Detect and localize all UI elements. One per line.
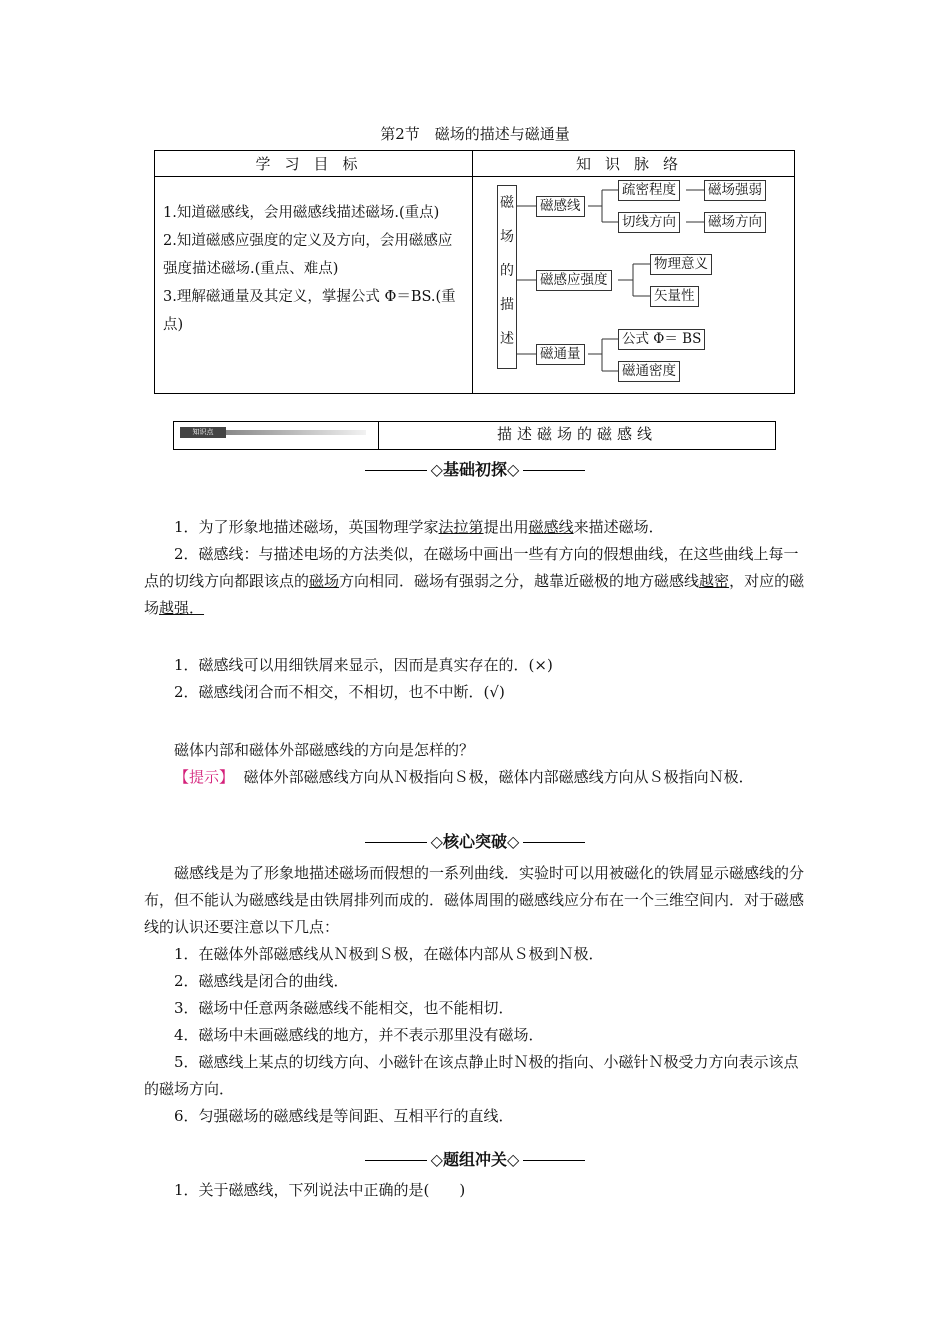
col-header-knowledge: 知识脉络: [575, 155, 692, 173]
mindmap-root: 磁 场 的 描 述: [497, 185, 517, 369]
divider-exercise: ◇题组冲关◇: [0, 1147, 950, 1170]
core-item: 2．磁感线是闭合的曲线．: [174, 972, 349, 990]
mindmap-node-flux-density: 磁通密度: [618, 361, 680, 382]
basic-point-1: 1．为了形象地描述磁场，英国物理学家法拉第提出用磁感线来描述磁场．: [174, 518, 664, 536]
core-content: [144, 860, 808, 1130]
basic-point-2: 2．磁感线：与描述电场的方法类似，在磁场中画出一些有方向的假想曲线，在这些曲线上每一点的切线方向都跟该点的磁场方向相同．磁场有强弱之分，越靠近磁极的地方磁感线越密，对应的磁场越强．: [144, 545, 805, 617]
section-title: 描述磁场的磁感线: [496, 425, 657, 443]
core-item: 3．磁场中任意两条磁感线不能相交，也不能相切．: [174, 999, 514, 1017]
col-header-goals: 学习目标: [255, 155, 372, 173]
core-item: 4．磁场中未画磁感线的地方，并不表示那里没有磁场．: [174, 1026, 544, 1044]
mindmap-node-vector: 矢量性: [650, 286, 699, 307]
divider-basic: ◇基础初探◇: [0, 457, 950, 480]
mindmap-node-field-lines: 磁感线: [536, 196, 585, 217]
mindmap-node-induction: 磁感应强度: [536, 270, 612, 291]
judge-2: 2．磁感线闭合而不相交，不相切，也不中断．(√): [174, 683, 505, 701]
judge-content: [144, 652, 808, 706]
mindmap-node-formula: 公式 Φ＝ BS: [618, 329, 705, 350]
mindmap-node-strength: 磁场强弱: [704, 180, 766, 201]
mindmap-node-direction: 磁场方向: [704, 212, 766, 233]
objective-3: 3.理解磁通量及其定义，掌握公式 Φ＝BS.(重点): [163, 289, 456, 333]
think-content: [144, 737, 808, 791]
objective-1: 1.知道磁感线，会用磁感线描述磁场.(重点): [163, 205, 440, 221]
judge-1: 1．磁感线可以用细铁屑来显示，因而是真实存在的．(×): [174, 656, 553, 674]
think-question: 磁体内部和磁体外部磁感线的方向是怎样的？: [174, 741, 475, 759]
objective-2: 2.知道磁感应强度的定义及方向，会用磁感应强度描述磁场.(重点、难点): [163, 233, 453, 277]
core-item: 6．匀强磁场的磁感线是等间距、互相平行的直线．: [174, 1107, 514, 1125]
exercise-content: [144, 1177, 808, 1204]
exercise-question-1: 1．关于磁感线，下列说法中正确的是( ): [174, 1181, 466, 1199]
section-tag: 知识点: [180, 427, 226, 438]
mindmap-node-meaning: 物理意义: [650, 254, 712, 275]
hint-label: 【提示】: [174, 768, 235, 786]
mindmap-node-density: 疏密程度: [618, 180, 680, 201]
page-title: 第2节 磁场的描述与磁通量: [380, 125, 570, 143]
basic-content: [144, 514, 808, 622]
divider-core: ◇核心突破◇: [0, 829, 950, 852]
mindmap-node-tangent: 切线方向: [618, 212, 680, 233]
core-item: 1．在磁体外部磁感线从Ｎ极到Ｓ极，在磁体内部从Ｓ极到Ｎ极．: [174, 945, 604, 963]
core-intro: 磁感线是为了形象地描述磁场而假想的一系列曲线．实验时可以用被磁化的铁屑显示磁感线的分布，但不能认为磁感线是由铁屑排列而成的．磁体周围的磁感线应分布在一个三维空间内．对于磁感线的认识还要注意以下几点：: [144, 864, 805, 936]
section-header: [173, 421, 776, 450]
core-item: 5．磁感线上某点的切线方向、小磁针在该点静止时Ｎ极的指向、小磁针Ｎ极受力方向表示该点的磁场方向．: [144, 1053, 799, 1098]
think-hint: 【提示】 磁体外部磁感线方向从Ｎ极指向Ｓ极，磁体内部磁感线方向从Ｓ极指向Ｎ极．: [174, 768, 754, 786]
mindmap-node-flux: 磁通量: [536, 344, 585, 365]
